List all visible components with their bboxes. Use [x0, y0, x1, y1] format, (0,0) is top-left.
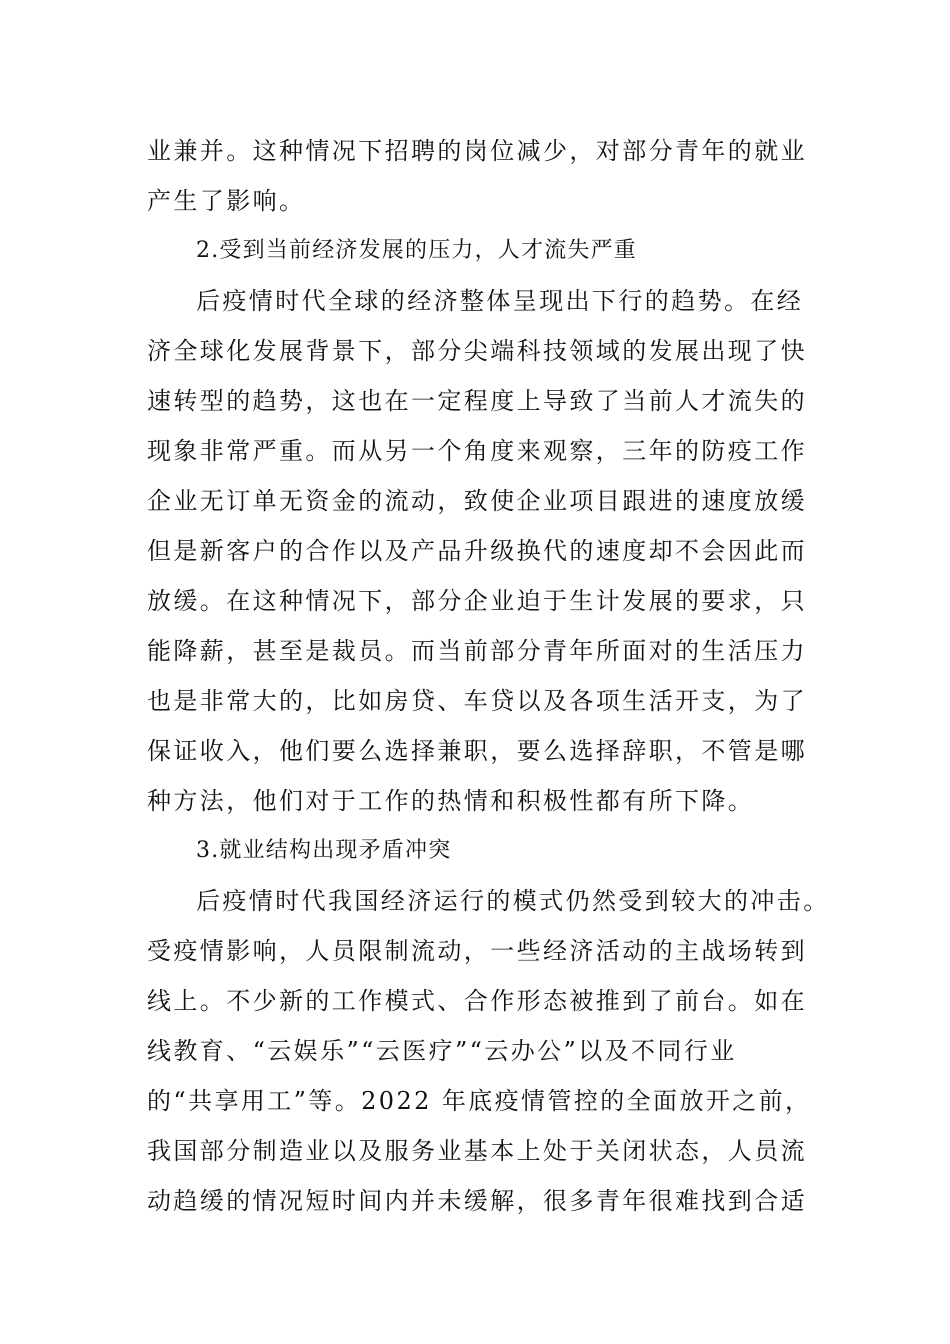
paragraph-line: 但是新客户的合作以及产品升级换代的速度却不会因此而	[147, 537, 807, 565]
paragraph-line: 受疫情影响，人员限制流动，一些经济活动的主战场转到	[147, 937, 807, 965]
paragraph-line: 企业无订单无资金的流动，致使企业项目跟进的速度放缓	[147, 487, 807, 515]
paragraph-line: 能降薪，甚至是裁员。而当前部分青年所面对的生活压力	[147, 637, 807, 665]
paragraph-line: 后疫情时代我国经济运行的模式仍然受到较大的冲击。	[196, 887, 830, 915]
paragraph-line: 业兼并。这种情况下招聘的岗位减少，对部分青年的就业	[147, 137, 807, 165]
section-heading: 3.就业结构出现矛盾冲突	[196, 838, 452, 863]
paragraph-line: 线上。不少新的工作模式、合作形态被推到了前台。如在	[147, 987, 807, 1015]
paragraph-line: 种方法，他们对于工作的热情和积极性都有所下降。	[147, 787, 755, 815]
paragraph-line: 现象非常严重。而从另一个角度来观察，三年的防疫工作	[147, 437, 807, 465]
section-heading: 2.受到当前经济发展的压力，人才流失严重	[196, 238, 637, 263]
paragraph-line: 的“共享用工”等。2022 年底疫情管控的全面放开之前，	[147, 1087, 812, 1115]
paragraph-line: 速转型的趋势，这也在一定程度上导致了当前人才流失的	[147, 387, 807, 415]
paragraph-line: 产生了影响。	[147, 187, 306, 215]
paragraph-line: 动趋缓的情况短时间内并未缓解，很多青年很难找到合适	[147, 1187, 807, 1215]
paragraph-line: 也是非常大的，比如房贷、车贷以及各项生活开支，为了	[147, 687, 807, 715]
paragraph-line: 线教育、“云娱乐”“云医疗”“云办公”以及不同行业	[147, 1037, 737, 1065]
paragraph-line: 济全球化发展背景下，部分尖端科技领域的发展出现了快	[147, 337, 807, 365]
paragraph-line: 保证收入，他们要么选择兼职，要么选择辞职，不管是哪	[147, 737, 807, 765]
paragraph-line: 后疫情时代全球的经济整体呈现出下行的趋势。在经	[196, 287, 804, 315]
paragraph-line: 我国部分制造业以及服务业基本上处于关闭状态，人员流	[147, 1137, 807, 1165]
paragraph-line: 放缓。在这种情况下，部分企业迫于生计发展的要求，只	[147, 587, 807, 615]
